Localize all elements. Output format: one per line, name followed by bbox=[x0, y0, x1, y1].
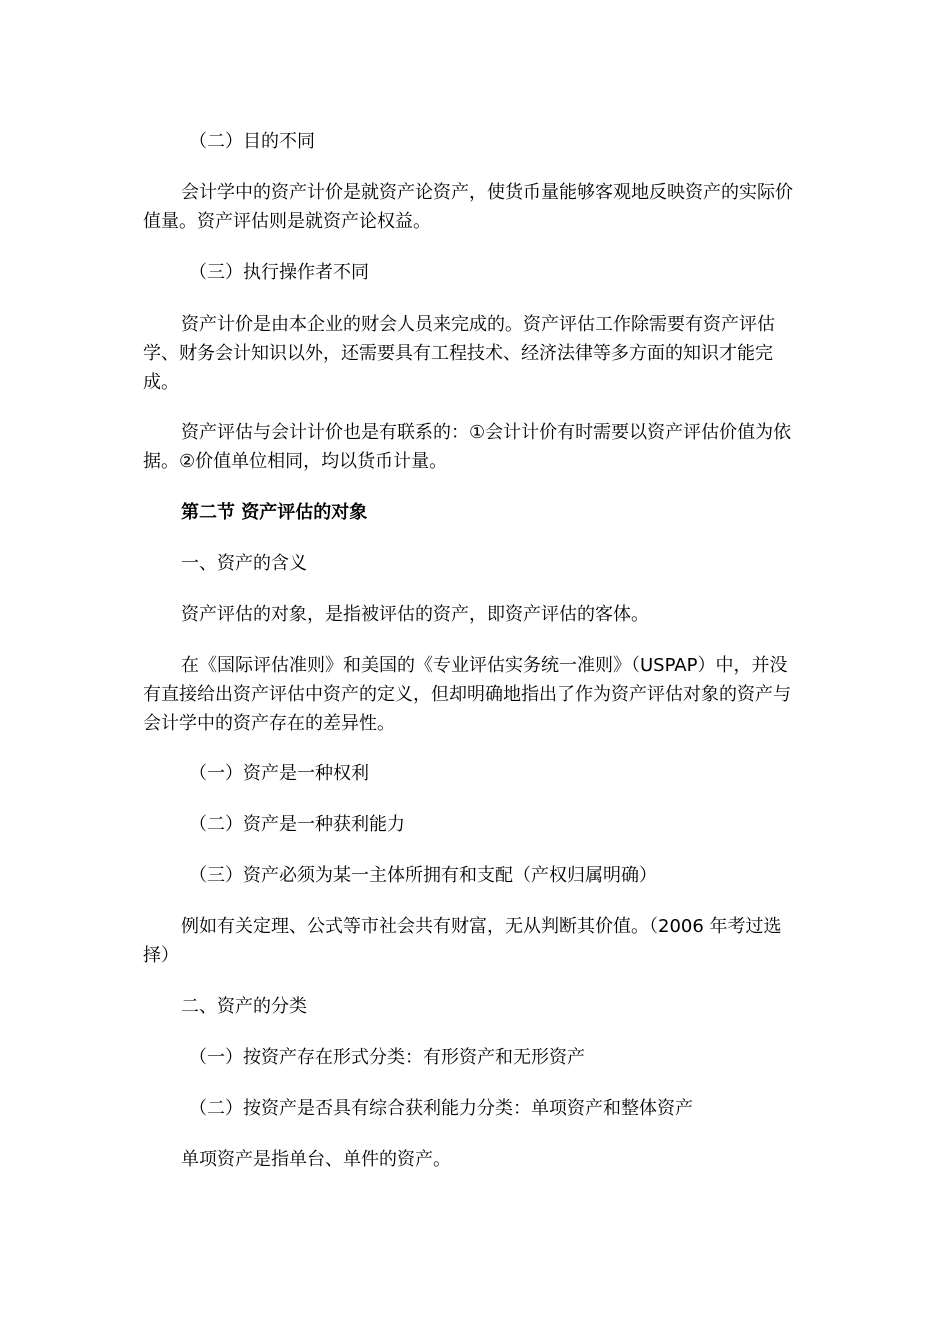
list-item-by-form: （一）按资产存在形式分类：有形资产和无形资产 bbox=[189, 1047, 585, 1068]
paragraph-standards: 在《国际评估准则》和美国的《专业评估实务统一准则》（USPAP）中，并没有直接给出资产评估中资产的定义，但却明确地指出了作为资产评估对象的资产与会计学中的资产存在的差异性。 bbox=[143, 655, 791, 734]
paragraph-executor-detail: 资产计价是由本企业的财会人员来完成的。资产评估工作除需要有资产评估学、财务会计知识以外，还需要具有工程技术、经济法律等多方面的知识才能完成。 bbox=[143, 314, 775, 393]
heading-asset-meaning: 一、资产的含义 bbox=[181, 553, 307, 574]
subheading-executor-difference: （三）执行操作者不同 bbox=[189, 262, 369, 283]
paragraph-evaluation-object: 资产评估的对象，是指被评估的资产，即资产评估的客体。 bbox=[181, 604, 649, 625]
paragraph-relationship: 资产评估与会计计价也是有联系的：①会计计价有时需要以资产评估价值为依据。②价值单位相同，均以货币计量。 bbox=[143, 422, 792, 472]
paragraph-example: 例如有关定理、公式等市社会共有财富，无从判断其价值。（2006 年考过选择） bbox=[143, 916, 782, 966]
list-item-right: （一）资产是一种权利 bbox=[189, 763, 369, 784]
list-item-by-profitability: （二）按资产是否具有综合获利能力分类：单项资产和整体资产 bbox=[189, 1098, 693, 1119]
heading-asset-classification: 二、资产的分类 bbox=[181, 996, 307, 1017]
section-heading: 第二节 资产评估的对象 bbox=[181, 502, 368, 523]
list-item-profitability: （二）资产是一种获利能力 bbox=[189, 814, 405, 835]
paragraph-single-asset: 单项资产是指单台、单件的资产。 bbox=[181, 1149, 451, 1170]
subheading-purpose-difference: （二）目的不同 bbox=[189, 131, 315, 152]
list-item-ownership: （三）资产必须为某一主体所拥有和支配（产权归属明确） bbox=[189, 865, 657, 886]
paragraph-accounting-valuation: 会计学中的资产计价是就资产论资产，使货币量能够客观地反映资产的实际价值量。资产评估则是就资产论权益。 bbox=[143, 182, 793, 232]
